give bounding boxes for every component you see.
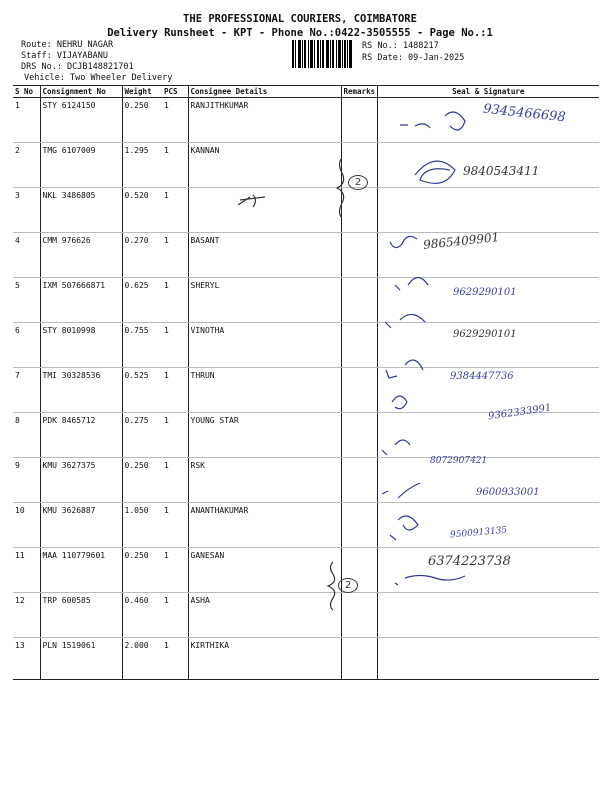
col-consignment-header: Consignment No xyxy=(40,86,122,98)
pcs-cell: 1 xyxy=(162,638,188,680)
signature-stroke xyxy=(400,112,465,130)
signature-stroke xyxy=(392,396,407,409)
consignee-cell: VINOTHA xyxy=(188,323,341,368)
col-sno-header: S No xyxy=(13,86,40,98)
sno-cell: 2 xyxy=(13,143,40,188)
signature-stroke xyxy=(395,278,428,291)
consignment-cell: STY 6124150 xyxy=(40,98,122,143)
sno-cell: 8 xyxy=(13,413,40,458)
col-seal-header: Seal & Signature xyxy=(377,86,599,98)
consignee-cell: SHERYL xyxy=(188,278,341,323)
rs-number: RS No.: 1488217 xyxy=(362,41,439,51)
pcs-cell: 1 xyxy=(162,233,188,278)
sno-cell: 9 xyxy=(13,458,40,503)
handwritten-phone: 9840543411 xyxy=(463,164,540,178)
consignee-cell: KIRTHIKA xyxy=(188,638,341,680)
signature-stroke xyxy=(386,360,423,378)
weight-cell: 0.755 xyxy=(122,323,162,368)
consignment-cell: STY 8010998 xyxy=(40,323,122,368)
sno-cell: 5 xyxy=(13,278,40,323)
staff-label: Staff: VIJAYABANU xyxy=(21,51,108,61)
handwritten-phone: 9629290101 xyxy=(453,329,517,340)
signature-stroke xyxy=(382,440,410,455)
signature-stroke xyxy=(390,516,418,540)
col-pcs-header: PCS xyxy=(162,86,188,98)
consignee-cell: YOUNG STAR xyxy=(188,413,341,458)
pcs-cell: 1 xyxy=(162,188,188,233)
pcs-cell: 1 xyxy=(162,368,188,413)
handwritten-phone: 9629290101 xyxy=(453,287,517,298)
consignment-cell: KMU 3626887 xyxy=(40,503,122,548)
pcs-cell: 1 xyxy=(162,278,188,323)
consignment-cell: TMI 30328536 xyxy=(40,368,122,413)
sno-cell: 10 xyxy=(13,503,40,548)
consignee-cell: ASHA xyxy=(188,593,341,638)
pcs-cell: 1 xyxy=(162,458,188,503)
handwritten-phone: 8072907421 xyxy=(430,456,488,466)
consignment-cell: CMM 976626 xyxy=(40,233,122,278)
pcs-cell: 1 xyxy=(162,323,188,368)
col-weight-header: Weight xyxy=(122,86,162,98)
pcs-cell: 1 xyxy=(162,593,188,638)
weight-cell: 1.050 xyxy=(122,503,162,548)
weight-cell: 1.295 xyxy=(122,143,162,188)
weight-cell: 0.250 xyxy=(122,458,162,503)
consignment-cell: TRP 600585 xyxy=(40,593,122,638)
signature-stroke xyxy=(395,576,465,586)
grouping-brace xyxy=(328,562,335,610)
weight-cell: 0.525 xyxy=(122,368,162,413)
signature-stroke xyxy=(385,314,425,328)
col-consignee-header: Consignee Details xyxy=(188,86,341,98)
weight-cell: 0.250 xyxy=(122,98,162,143)
signature-stroke xyxy=(238,195,265,207)
weight-cell: 0.460 xyxy=(122,593,162,638)
consignee-cell: ANANTHAKUMAR xyxy=(188,503,341,548)
col-remarks-header: Remarks xyxy=(341,86,377,98)
weight-cell: 0.250 xyxy=(122,548,162,593)
consignment-cell: NKL 3486805 xyxy=(40,188,122,233)
company-title: THE PROFESSIONAL COURIERS, COIMBATORE xyxy=(183,13,417,25)
sno-cell: 6 xyxy=(13,323,40,368)
consignee-cell: KANNAN xyxy=(188,143,341,188)
handwritten-phone: 9362333991 xyxy=(487,402,553,423)
sno-cell: 13 xyxy=(13,638,40,680)
weight-cell: 0.625 xyxy=(122,278,162,323)
signature-stroke xyxy=(390,236,417,247)
sno-cell: 4 xyxy=(13,233,40,278)
consignee-cell: GANESAN xyxy=(188,548,341,593)
route-label: Route: NEHRU NAGAR xyxy=(21,40,114,50)
weight-cell: 0.270 xyxy=(122,233,162,278)
pcs-cell: 1 xyxy=(162,143,188,188)
consignee-cell: BASANT xyxy=(188,233,341,278)
drs-label: DRS No.: DCJB148821701 xyxy=(21,62,134,72)
handwritten-phone: 6374223738 xyxy=(428,554,511,569)
consignment-cell: MAA 110779601 xyxy=(40,548,122,593)
consignee-cell: RSK xyxy=(188,458,341,503)
weight-cell: 0.520 xyxy=(122,188,162,233)
rs-date: RS Date: 09-Jan-2025 xyxy=(362,53,465,63)
consignment-cell: IXM 507666871 xyxy=(40,278,122,323)
handwritten-phone: 9384447736 xyxy=(450,371,514,382)
sno-cell: 7 xyxy=(13,368,40,413)
pcs-cell: 1 xyxy=(162,413,188,458)
runsheet-subtitle: Delivery Runsheet - KPT - Phone No.:0422-3505555 - Page No.:1 xyxy=(107,27,493,39)
sno-cell: 3 xyxy=(13,188,40,233)
consignee-cell: RANJITHKUMAR xyxy=(188,98,341,143)
pcs-cell: 1 xyxy=(162,548,188,593)
handwritten-phone: 9865409901 xyxy=(422,230,500,252)
weight-cell: 2.000 xyxy=(122,638,162,680)
remark-circle: 2 xyxy=(338,578,358,593)
signature-stroke xyxy=(415,161,455,183)
sno-cell: 11 xyxy=(13,548,40,593)
pcs-cell: 1 xyxy=(162,503,188,548)
grouping-brace xyxy=(337,158,344,218)
consignment-cell: KMU 3627375 xyxy=(40,458,122,503)
pcs-cell: 1 xyxy=(162,98,188,143)
handwritten-phone: 9600933001 xyxy=(476,487,540,498)
sno-cell: 1 xyxy=(13,98,40,143)
consignment-cell: PDK 8465712 xyxy=(40,413,122,458)
remark-circle: 2 xyxy=(348,175,368,190)
weight-cell: 0.275 xyxy=(122,413,162,458)
consignment-cell: PLN 1519061 xyxy=(40,638,122,680)
signature-stroke xyxy=(382,483,420,498)
sno-cell: 12 xyxy=(13,593,40,638)
consignment-cell: TMG 6107009 xyxy=(40,143,122,188)
vehicle-label: Vehicle: Two Wheeler Delivery xyxy=(24,73,173,83)
consignee-cell: THRUN xyxy=(188,368,341,413)
handwritten-phone: 9345466698 xyxy=(482,101,567,126)
handwritten-phone: 9500913135 xyxy=(449,525,508,541)
